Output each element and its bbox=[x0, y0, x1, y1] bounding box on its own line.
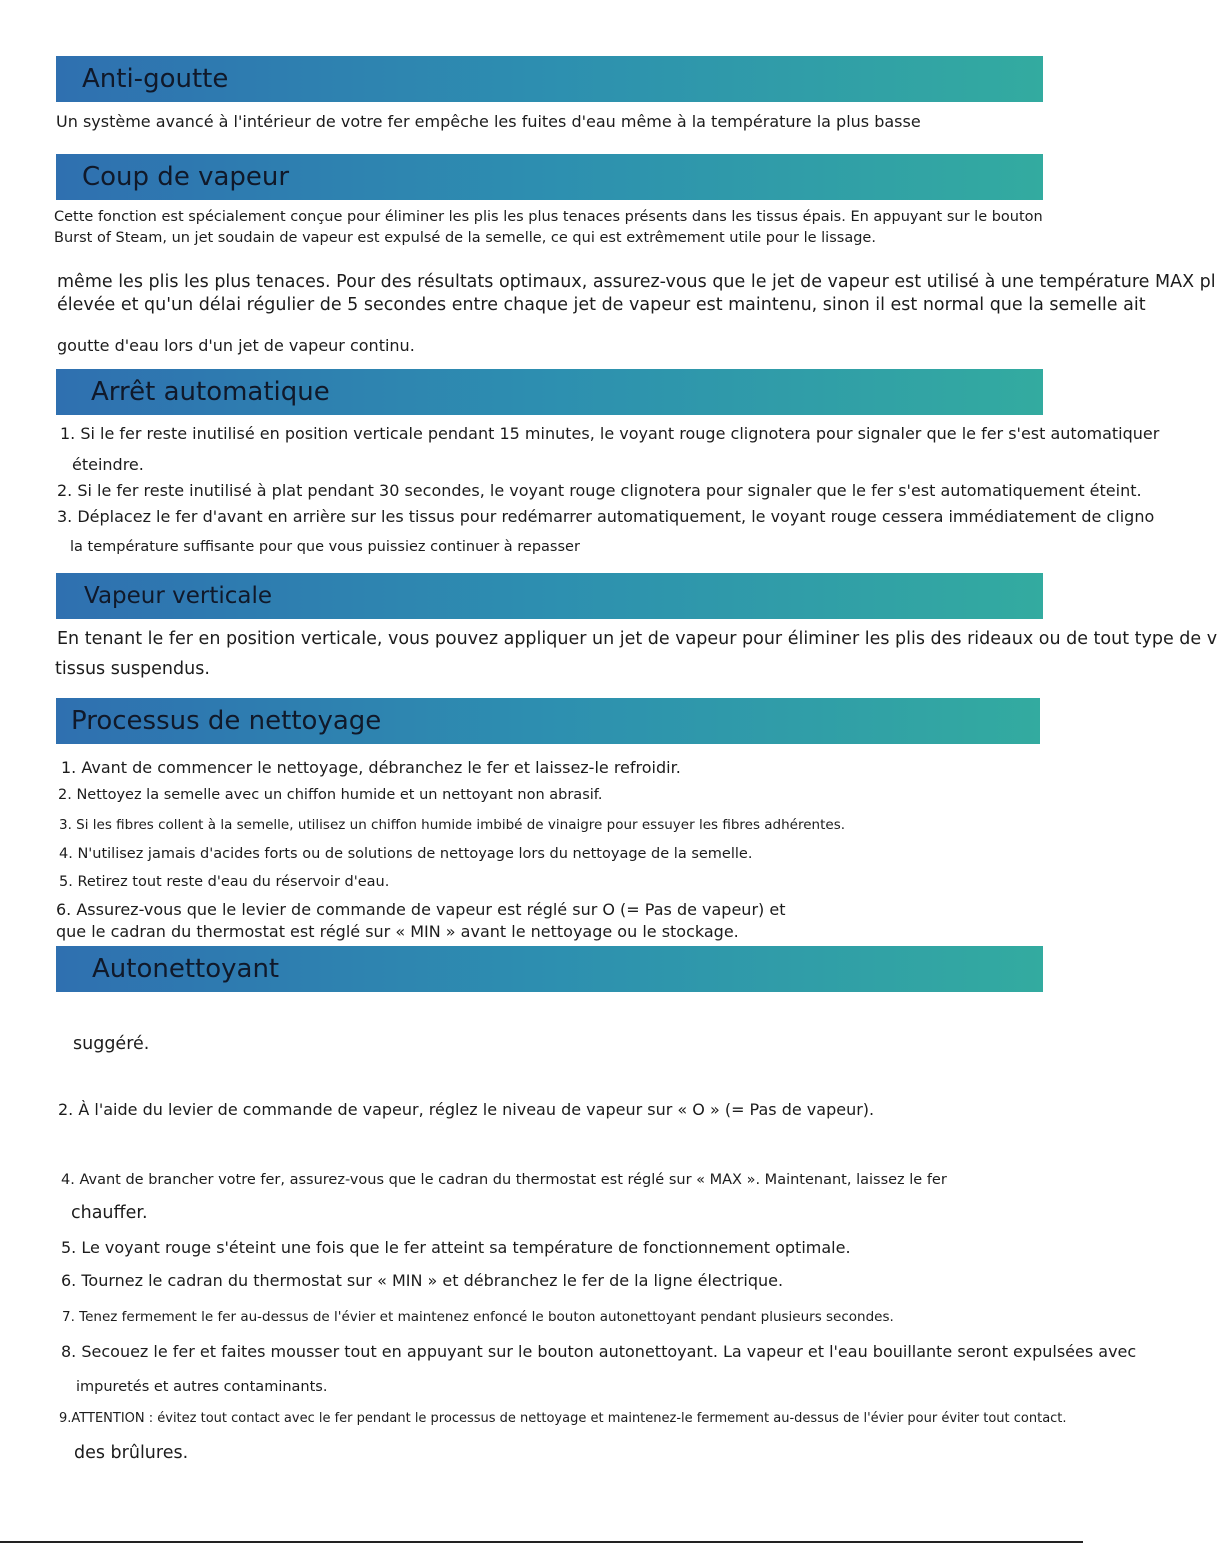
list-item: 6. Assurez-vous que le levier de commande de vapeur est réglé sur O (= Pas de vapeur) et bbox=[56, 900, 786, 919]
list-item-continuation: éteindre. bbox=[72, 455, 144, 474]
paragraph-line: tissus suspendus. bbox=[55, 659, 210, 679]
list-item-continuation: chauffer. bbox=[71, 1203, 148, 1223]
list-item: 2. Nettoyez la semelle avec un chiffon humide et un nettoyant non abrasif. bbox=[58, 787, 603, 803]
section-header-anti-goutte bbox=[56, 56, 1043, 102]
paragraph-line: même les plis les plus tenaces. Pour des résultats optimaux, assurez-vous que le jet de vapeur est utilisé à une température MAX pl bbox=[57, 272, 1216, 292]
section-title: Processus de nettoyage bbox=[71, 706, 382, 736]
paragraph: Un système avancé à l'intérieur de votre fer empêche les fuites d'eau même à la température la plus basse bbox=[56, 112, 921, 131]
list-item-continuation: impuretés et autres contaminants. bbox=[76, 1379, 328, 1395]
list-item: 8. Secouez le fer et faites mousser tout en appuyant sur le bouton autonettoyant. La vapeur et l'eau bouillante seront expulsées avec bbox=[61, 1342, 1137, 1361]
list-item-continuation: suggéré. bbox=[73, 1034, 150, 1054]
section-header-arret-automatique bbox=[56, 369, 1043, 415]
section-header-vapeur-verticale bbox=[56, 573, 1043, 619]
list-item: 4. Avant de brancher votre fer, assurez-vous que le cadran du thermostat est réglé sur « MAX ». Maintenant, laissez le fer bbox=[61, 1172, 947, 1188]
section-header-coup-de-vapeur bbox=[56, 154, 1043, 200]
list-item: 5. Retirez tout reste d'eau du réservoir d'eau. bbox=[59, 874, 390, 890]
list-item: 5. Le voyant rouge s'éteint une fois que le fer atteint sa température de fonctionnement optimale. bbox=[61, 1238, 851, 1257]
list-item: 6. Tournez le cadran du thermostat sur « MIN » et débranchez le fer de la ligne électrique. bbox=[61, 1271, 784, 1290]
section-header-processus-de-nettoyage bbox=[56, 698, 1040, 744]
list-item: 3. Déplacez le fer d'avant en arrière sur les tissus pour redémarrer automatiquement, le voyant rouge cessera immédiatement de cligno bbox=[57, 507, 1155, 526]
section-title: Coup de vapeur bbox=[82, 162, 290, 192]
paragraph-line: goutte d'eau lors d'un jet de vapeur continu. bbox=[57, 336, 415, 355]
list-item: 7. Tenez fermement le fer au-dessus de l'évier et maintenez enfoncé le bouton autonettoyant pendant plusieurs secondes. bbox=[62, 1309, 894, 1325]
page-bottom-rule bbox=[0, 1541, 1083, 1543]
section-title: Anti-goutte bbox=[82, 64, 229, 94]
paragraph-line: En tenant le fer en position verticale, vous pouvez appliquer un jet de vapeur pour éliminer les plis des rideaux ou de tout type de v bbox=[57, 629, 1217, 649]
section-header-autonettoyant bbox=[56, 946, 1043, 992]
paragraph-line: Cette fonction est spécialement conçue pour éliminer les plis les plus tenaces présents dans les tissus épais. En appuyant sur le bouton bbox=[54, 209, 1043, 225]
list-item: 2. À l'aide du levier de commande de vapeur, réglez le niveau de vapeur sur « O » (= Pas de vapeur). bbox=[58, 1100, 875, 1119]
list-item: 9.ATTENTION : évitez tout contact avec le fer pendant le processus de nettoyage et maintenez-le fermement au-dessus de l'évier pour éviter tout contact. bbox=[59, 1411, 1067, 1426]
list-item-continuation: la température suffisante pour que vous puissiez continuer à repasser bbox=[70, 539, 580, 555]
list-item-continuation: que le cadran du thermostat est réglé sur « MIN » avant le nettoyage ou le stockage. bbox=[56, 922, 739, 941]
section-title: Vapeur verticale bbox=[84, 583, 273, 609]
list-item: 1. Si le fer reste inutilisé en position verticale pendant 15 minutes, le voyant rouge clignotera pour signaler que le fer s'est automatiquer bbox=[60, 424, 1160, 443]
list-item: 2. Si le fer reste inutilisé à plat pendant 30 secondes, le voyant rouge clignotera pour signaler que le fer s'est automatiquement éteint. bbox=[57, 481, 1142, 500]
list-item: 1. Avant de commencer le nettoyage, débranchez le fer et laissez-le refroidir. bbox=[61, 758, 681, 777]
paragraph-line: élevée et qu'un délai régulier de 5 secondes entre chaque jet de vapeur est maintenu, sinon il est normal que la semelle ait bbox=[57, 295, 1146, 315]
paragraph-line: Burst of Steam, un jet soudain de vapeur est expulsé de la semelle, ce qui est extrêmement utile pour le lissage. bbox=[54, 230, 876, 246]
list-item: 4. N'utilisez jamais d'acides forts ou de solutions de nettoyage lors du nettoyage de la semelle. bbox=[59, 846, 753, 862]
list-item-continuation: des brûlures. bbox=[74, 1443, 189, 1463]
list-item: 3. Si les fibres collent à la semelle, utilisez un chiffon humide imbibé de vinaigre pour essuyer les fibres adhérentes. bbox=[59, 817, 846, 833]
section-title: Autonettoyant bbox=[92, 954, 280, 984]
section-title: Arrêt automatique bbox=[91, 377, 330, 407]
